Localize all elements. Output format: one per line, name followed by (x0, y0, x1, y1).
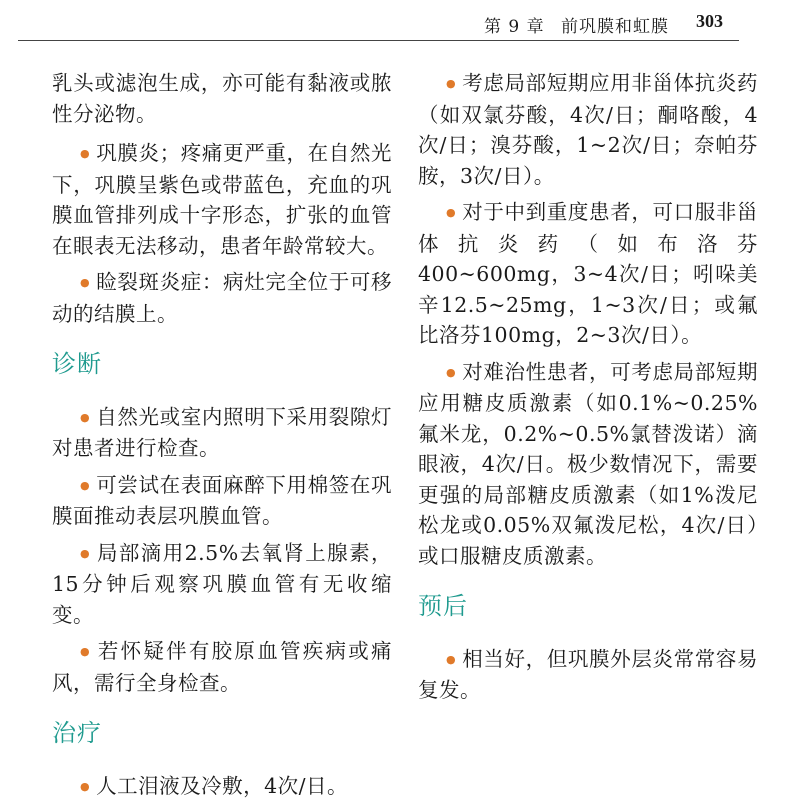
bullet-pingueculitis: ● 睑裂斑炎症：病灶完全位于可移动的结膜上。 (52, 267, 392, 329)
page-header (0, 0, 799, 44)
bullet-treatment-1: ● 人工泪液及冷敷，4次/日。 (52, 771, 392, 803)
bullet-diagnosis-4: ● 若怀疑伴有胶原血管疾病或痛风，需行全身检查。 (52, 636, 392, 698)
bullet-diagnosis-3: ● 局部滴用2.5%去氧肾上腺素，15分钟后观察巩膜血管有无收缩变。 (52, 538, 392, 631)
section-heading-prognosis: 预后 (418, 592, 468, 620)
bullet-diagnosis-2: ● 可尝试在表面麻醉下用棉签在巩膜面推动表层巩膜血管。 (52, 470, 392, 532)
header-rule (18, 40, 739, 41)
bullet-prognosis-1: ● 相当好，但巩膜外层炎常常容易复发。 (418, 644, 758, 706)
left-column (52, 68, 392, 808)
bullet-treatment-2: ● 考虑局部短期应用非甾体抗炎药（如双氯芬酸，4次/日；酮咯酸，4次/日；溴芬酸，1~2次/日；奈帕芬胺，3次/日）。 (418, 68, 758, 191)
bullet-treatment-4: ● 对难治性患者，可考虑局部短期应用糖皮质激素（如0.1%~0.25%氟米龙，0.2%~0.5%氯替泼诺）滴眼液，4次/日。极少数情况下，需要更强的局部糖皮质激素（如1%泼尼松龙或0.05%双氟泼尼松，4次/日）或口服糖皮质激素。 (418, 357, 758, 572)
running-head (474, 12, 669, 37)
section-heading-diagnosis: 诊断 (52, 350, 102, 378)
continued-paragraph: 乳头或滤泡生成，亦可能有黏液或脓性分泌物。 (52, 71, 392, 126)
bullet-scleritis: ● 巩膜炎；疼痛更严重，在自然光下，巩膜呈紫色或带蓝色，充血的巩膜血管排列成十字形态，扩张的血管在眼表无法移动，患者年龄常较大。 (52, 138, 392, 261)
page-number: 303 (696, 11, 723, 31)
chapter-title: 前巩膜和虹膜 (561, 17, 669, 37)
chapter-number: 第 9 章 (483, 17, 545, 37)
section-heading-treatment: 治疗 (52, 719, 102, 747)
right-column (418, 68, 758, 712)
bullet-treatment-3: ● 对于中到重度患者，可口服非甾体抗炎药（如布洛芬400~600mg，3~4次/日；吲哚美辛12.5~25mg，1~3次/日；或氟比洛芬100mg，2~3次/日）。 (418, 197, 758, 351)
bullet-diagnosis-1: ● 自然光或室内照明下采用裂隙灯对患者进行检查。 (52, 402, 392, 464)
